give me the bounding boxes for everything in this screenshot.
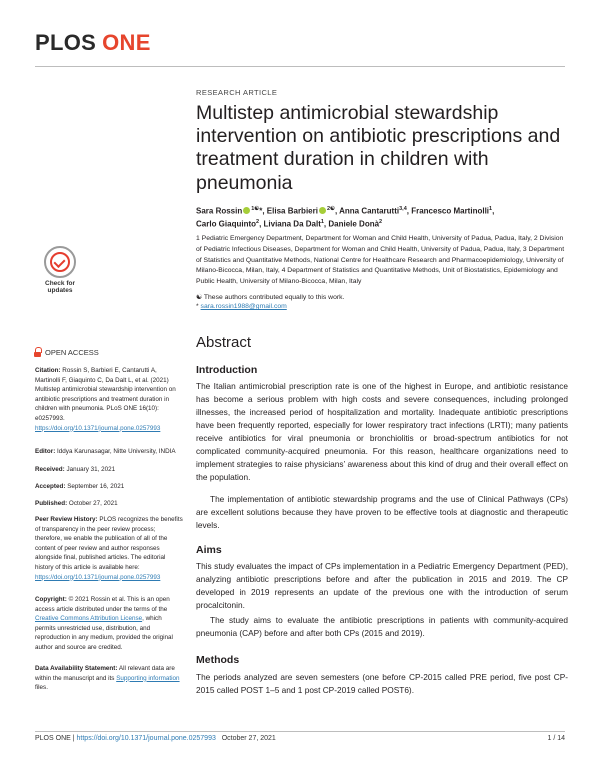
author-name[interactable]: , Anna Cantarutti <box>334 206 400 216</box>
aims-paragraph-2: The study aims to evaluate the antibiotic prescriptions in patients with community-acquired pneumonia (CAP) before and after both CPs (2015 and 2019). <box>196 615 568 638</box>
author-sup: 1 <box>320 219 324 226</box>
citation-label: Citation: <box>35 367 61 374</box>
aims-heading: Aims <box>196 544 222 556</box>
page-number: 1 / 14 <box>547 735 565 742</box>
author-sup: 2 <box>379 219 383 226</box>
corresponding-author <box>196 303 287 310</box>
published-label: Published: <box>35 500 68 507</box>
citation-block <box>35 366 183 433</box>
peer-review-label: Peer Review History: <box>35 516 98 523</box>
received-label: Received: <box>35 466 65 473</box>
check-for-updates-badge[interactable] <box>38 246 82 298</box>
accepted-block <box>35 482 183 492</box>
peer-review-link[interactable]: https://doi.org/10.1371/journal.pone.0257993 <box>35 573 161 581</box>
badge-label-1: Check for <box>45 280 75 287</box>
logo-one: ONE <box>102 30 151 55</box>
author-list <box>196 204 566 230</box>
footer-divider <box>35 731 565 732</box>
accepted-date: September 16, 2021 <box>65 483 125 490</box>
equal-contribution-note: ☯ These authors contributed equally to this work. <box>196 294 345 301</box>
received-date: January 31, 2021 <box>64 466 116 473</box>
introduction-paragraph-2: The implementation of antibiotic stewardship programs and the use of Clinical Pathways (CPs) are excellent solutions because they have proven to be effective tools at diagnostic and therapeutic levels. <box>196 494 568 530</box>
editor-text: Iddya Karunasagar, Nitte University, INDIA <box>55 448 176 455</box>
footer-citation <box>35 735 276 742</box>
citation-doi-link[interactable]: https://doi.org/10.1371/journal.pone.0257993 <box>35 424 161 432</box>
peer-review-block <box>35 515 183 582</box>
data-availability-text-1: All relevant data are within the manuscript and its <box>35 665 175 682</box>
data-availability-text-2: files. <box>35 684 48 692</box>
orcid-icon[interactable] <box>243 207 250 214</box>
corresponding-star: * <box>196 303 201 310</box>
author-name[interactable]: , Francesco Martinolli <box>406 206 490 216</box>
published-date: October 27, 2021 <box>67 500 118 507</box>
badge-label-2: updates <box>47 287 73 294</box>
author-name[interactable]: , Daniele Donà <box>323 219 380 229</box>
copyright-text-1: © 2021 Rossin et al. This is an open access article distributed under the terms of the <box>35 596 170 613</box>
editor-label: Editor: <box>35 448 56 455</box>
footer-date: October 27, 2021 <box>221 735 276 742</box>
footer-doi-link[interactable]: https://doi.org/10.1371/journal.pone.0257993 <box>76 735 216 742</box>
methods-heading: Methods <box>196 654 240 666</box>
author-name[interactable]: Sara Rossin <box>196 206 243 216</box>
copyright-label: Copyright: <box>35 596 67 603</box>
orcid-icon[interactable] <box>319 207 326 214</box>
introduction-heading: Introduction <box>196 364 258 376</box>
data-availability-label: Data Availability Statement: <box>35 665 118 672</box>
article-type: RESEARCH ARTICLE <box>196 88 278 97</box>
aims-paragraph-1: This study evaluates the impact of CPs implementation in a Pediatric Emergency Department (PED), analyzing antibiotic prescriptions before and after the publication in 2015 and 2019. The CP developed in 2019 represents an update of the previous one with the introduction of serum procalcitonin. <box>196 561 568 610</box>
published-block <box>35 499 183 509</box>
introduction-paragraph-1: The Italian antimicrobial prescription rate is one of the highest in Europe, and antibiotic resistance has become a serious problem with high costs and severe consequences, including prolonged illnesses, the increased period of hospitalization and mortality. Inadequate antibiotic prescriptions have been frequently reported, especially for lower respiratory tract infections (LRTI); many patients receive antibiotics for viral pneumonia or bronchiolitis or broad-spectrum antibiotics for not complicated community-acquired pneumonia. For this reason, healthcare organizations need to implement strategies to raise physicians’ awareness about this kind of drug and their overall effect on the population. <box>196 381 568 482</box>
open-access-text: OPEN ACCESS <box>45 348 99 357</box>
check-updates-icon <box>44 246 76 278</box>
author-sup: 2 <box>256 219 260 226</box>
author-separator: , <box>492 206 495 216</box>
author-name[interactable]: Carlo Giaquinto <box>196 219 256 229</box>
abstract-heading: Abstract <box>196 334 252 351</box>
footer-separator: | <box>70 735 77 742</box>
affiliations: 1 Pediatric Emergency Department, Department for Woman and Child Health, University of Padua, Padua, Italy, 2 Division of Pediatric Infectious Diseases, Department for Woman and Child Health, University of Padua, Padua, Italy, 3 Department of Statistics and Quantitative Methods, National Centre for Healthcare Research and Pharmacoepidemiology, University of Milano-Bicocca, Milan, Italy, 4 Department of Statistics and Quantitative Methods, Unit of Biostatistics, Epidemiology and Public Health, University of Milano-Bicocca, Milan, Italy <box>196 235 565 286</box>
copyright-block <box>35 595 183 653</box>
peer-review-text: PLOS recognizes the benefits of transparency in the peer review process; therefore, we enable the publication of all of the content of peer review and author responses alongside final, published articles. The editorial history of this article is available here: <box>35 516 183 571</box>
author-sup: 1☯ <box>251 206 260 212</box>
author-name[interactable]: *, Elisa Barbieri <box>259 206 318 216</box>
author-name[interactable]: , Liviana Da Dalt <box>259 219 321 229</box>
article-title: Multistep antimicrobial stewardship intervention on antibiotic prescriptions and treatment duration in children with pneumonia <box>196 102 561 194</box>
author-sup: 1 <box>489 206 493 212</box>
data-availability-block <box>35 664 183 693</box>
license-link[interactable]: Creative Commons Attribution License <box>35 615 143 623</box>
open-lock-icon <box>35 347 42 353</box>
accepted-label: Accepted: <box>35 483 66 490</box>
footer-journal: PLOS ONE <box>35 735 71 742</box>
citation-text: Rossin S, Barbieri E, Cantarutti A, Martinolli F, Giaquinto C, Da Dalt L, et al. (2021) Multistep antimicrobial stewardship intervention on antibiotic prescriptions and treatment duration in children with pneumonia. PLoS ONE 16(10): e0257993. <box>35 367 176 422</box>
received-block <box>35 465 183 475</box>
header-divider <box>35 66 565 67</box>
logo-plos: PLOS <box>35 30 97 55</box>
copyright-text-2: , which permits unrestricted use, distribution, and reproduction in any medium, provided the original author and source are credited. <box>35 615 173 651</box>
methods-paragraph-1: The periods analyzed are seven semesters (one before CP-2015 called PRE period, five post CP-2015 called POST 1–5 and 1 post CP-2019 called POST6). <box>196 672 568 695</box>
corresponding-email-link[interactable]: sara.rossin1988@gmail.com <box>200 303 287 310</box>
editor-block <box>35 447 183 457</box>
supporting-information-link[interactable]: Supporting information <box>116 674 180 682</box>
author-sup: 3,4 <box>399 206 407 212</box>
author-sup: 2☯ <box>326 206 335 212</box>
open-access-label <box>35 348 99 357</box>
journal-logo[interactable] <box>35 30 151 56</box>
